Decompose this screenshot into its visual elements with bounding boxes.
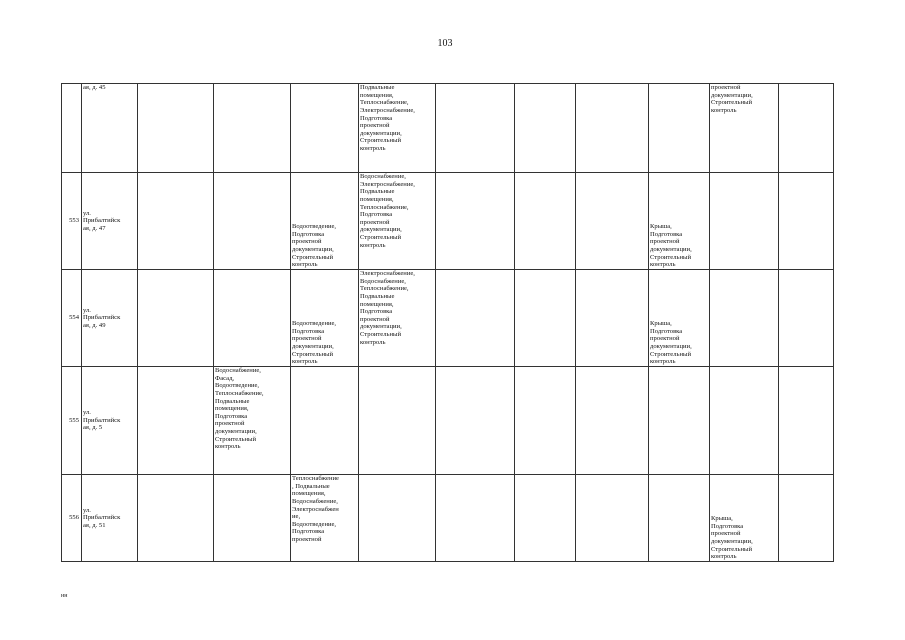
cell-text-line: Водоснабжение, xyxy=(360,277,406,285)
row-number-cell xyxy=(62,84,82,173)
cell-text-line: документации, xyxy=(292,246,334,254)
work-cell xyxy=(436,475,515,562)
cell-text-line: Теплоснабжение, xyxy=(215,389,264,397)
cell-text-line: помещения, xyxy=(360,195,394,203)
work-cell xyxy=(138,367,214,475)
work-cell xyxy=(576,270,649,367)
row-number-cell: 555 xyxy=(62,367,82,475)
cell-text-line: Подвальные xyxy=(360,84,395,91)
cell-text-line: контроль xyxy=(650,358,676,366)
cell-text-line: Подготовка xyxy=(292,327,325,335)
cell-text-line: ул. xyxy=(83,409,91,417)
cell-text-line: Теплоснабжение, xyxy=(360,285,409,293)
cell-text-line: Подготовка xyxy=(292,230,325,238)
cell-text-line: Прибалтийск xyxy=(83,514,121,522)
work-cell xyxy=(710,475,779,562)
cell-text-line: проектной xyxy=(292,238,322,246)
work-cell xyxy=(710,173,779,270)
work-cell xyxy=(515,270,576,367)
work-cell xyxy=(515,173,576,270)
cell-text-line: Теплоснабжение xyxy=(292,475,339,482)
work-cell xyxy=(779,84,834,173)
cell-text-line: Водоснабжение, xyxy=(292,497,338,505)
cell-text-line: Электроснабжение, xyxy=(360,180,415,188)
work-cell xyxy=(291,84,359,173)
cell-text-line: Строительный xyxy=(292,350,333,358)
cell-text-line: Строительный xyxy=(360,137,401,145)
cell-text-line: Прибалтийск xyxy=(83,314,121,322)
cell-text-line: Подготовка xyxy=(360,211,393,219)
cell-text-line: документации, xyxy=(292,343,334,351)
work-cell xyxy=(214,367,291,475)
cell-text-line: контроль xyxy=(711,553,737,561)
cell-text-line: Строительный xyxy=(360,331,401,339)
address-cell xyxy=(82,475,138,562)
address-cell xyxy=(82,84,138,173)
cell-text-line: Подготовка xyxy=(711,522,744,530)
work-cell xyxy=(649,367,710,475)
cell-text-line: Подвальные xyxy=(360,188,395,196)
cell-text-line: проектной xyxy=(360,122,390,130)
work-cell xyxy=(515,367,576,475)
cell-text-line: документации, xyxy=(215,428,257,436)
cell-text-line: Подготовка xyxy=(292,528,325,536)
address-cell xyxy=(82,270,138,367)
cell-text-line: Строительный xyxy=(650,253,691,261)
cell-text-line: ие, xyxy=(292,513,301,521)
cell-text-line: Крыша, xyxy=(650,320,672,328)
cell-text-line: ая, д. 49 xyxy=(83,321,106,329)
work-cell xyxy=(436,173,515,270)
cell-text-line: помещения, xyxy=(215,405,249,413)
table-row xyxy=(62,270,834,367)
cell-text-line: Водоснабжение, xyxy=(215,367,261,374)
footer-mark: нн xyxy=(61,593,68,599)
work-cell xyxy=(138,84,214,173)
work-cell xyxy=(291,475,359,562)
cell-text-line: контроль xyxy=(711,106,737,114)
cell-text-line: Строительный xyxy=(650,350,691,358)
work-cell xyxy=(515,84,576,173)
cell-text-line: Прибалтийск xyxy=(83,217,121,225)
work-cell xyxy=(649,475,710,562)
cell-text-line: Крыша, xyxy=(711,515,733,523)
cell-text-line: Строительный xyxy=(711,545,752,553)
cell-text-line: проектной xyxy=(292,536,322,544)
work-cell xyxy=(576,475,649,562)
work-cell xyxy=(291,173,359,270)
work-cell xyxy=(138,270,214,367)
cell-text-line: Строительный xyxy=(215,435,256,443)
cell-text-line: ул. xyxy=(83,209,91,217)
work-cell xyxy=(359,84,436,173)
cell-text-line: документации, xyxy=(650,343,692,351)
work-cell xyxy=(710,367,779,475)
cell-text-line: Фасад, xyxy=(215,374,235,382)
cell-text-line: документации, xyxy=(360,323,402,331)
cell-text-line: контроль xyxy=(215,443,241,451)
cell-text-line: Строительный xyxy=(292,253,333,261)
cell-text-line: , Подвальные xyxy=(292,482,330,490)
work-cell xyxy=(779,173,834,270)
cell-text-line: помещения, xyxy=(292,490,326,498)
cell-text-line: контроль xyxy=(650,261,676,269)
cell-text-line: проектной xyxy=(711,84,741,91)
cell-text-line: помещения, xyxy=(360,91,394,99)
cell-text-line: Водоснабжение, xyxy=(360,173,406,180)
cell-text-line: Подготовка xyxy=(360,114,393,122)
cell-text-line: контроль xyxy=(292,261,318,269)
cell-text-line: контроль xyxy=(360,145,386,153)
cell-text-line: контроль xyxy=(360,338,386,346)
cell-text-line: Электроснабжен xyxy=(292,505,339,513)
cell-text-line: Подготовка xyxy=(360,308,393,316)
cell-text-line: Водоотведение, xyxy=(292,520,337,528)
work-cell xyxy=(214,270,291,367)
work-cell xyxy=(359,475,436,562)
work-cell xyxy=(291,367,359,475)
cell-text-line: Теплоснабжение, xyxy=(360,99,409,107)
page-number: 103 xyxy=(437,38,453,49)
row-number-cell: 554 xyxy=(62,270,82,367)
work-cell xyxy=(710,270,779,367)
work-cell xyxy=(359,270,436,367)
work-cell xyxy=(436,84,515,173)
table-row xyxy=(62,367,834,475)
cell-text-line: Подготовка xyxy=(650,230,683,238)
work-cell xyxy=(779,367,834,475)
cell-text-line: ая, д. 47 xyxy=(83,224,106,232)
work-cell xyxy=(576,84,649,173)
work-cell xyxy=(649,84,710,173)
cell-text-line: Водоотведение, xyxy=(292,320,337,328)
work-cell xyxy=(649,270,710,367)
cell-text-line: ул. xyxy=(83,306,91,314)
work-cell xyxy=(359,173,436,270)
work-cell xyxy=(214,475,291,562)
cell-text-line: документации, xyxy=(650,246,692,254)
cell-text-line: ая, д. 51 xyxy=(83,521,106,529)
work-cell xyxy=(291,270,359,367)
cell-text-line: Водоотведение, xyxy=(292,223,337,231)
work-cell xyxy=(138,173,214,270)
cell-text-line: Электроснабжение, xyxy=(360,106,415,114)
cell-text-line: проектной xyxy=(292,335,322,343)
repair-schedule-table xyxy=(61,83,834,562)
work-cell xyxy=(436,367,515,475)
cell-text-line: Подвальные xyxy=(215,397,250,405)
cell-text-line: Строительный xyxy=(711,99,752,107)
cell-text-line: проектной xyxy=(711,530,741,538)
cell-text-line: документации, xyxy=(711,91,753,99)
cell-text-line: документации, xyxy=(360,129,402,137)
work-cell xyxy=(138,475,214,562)
cell-text-line: Строительный xyxy=(360,234,401,242)
row-number-cell: 553 xyxy=(62,173,82,270)
cell-text-line: ая, д. 45 xyxy=(83,84,106,91)
cell-text-line: Теплоснабжение, xyxy=(360,203,409,211)
work-cell xyxy=(779,270,834,367)
cell-text-line: Крыша, xyxy=(650,223,672,231)
address-cell xyxy=(82,367,138,475)
work-cell xyxy=(359,367,436,475)
address-cell xyxy=(82,173,138,270)
work-cell xyxy=(576,367,649,475)
cell-text-line: документации, xyxy=(360,226,402,234)
cell-text-line: проектной xyxy=(650,238,680,246)
work-cell xyxy=(710,84,779,173)
cell-text-line: проектной xyxy=(360,315,390,323)
work-cell xyxy=(576,173,649,270)
cell-text-line: помещения, xyxy=(360,300,394,308)
table-row xyxy=(62,173,834,270)
cell-text-line: проектной xyxy=(215,420,245,428)
cell-text-line: документации, xyxy=(711,538,753,546)
cell-text-line: ая, д. 5 xyxy=(83,424,103,432)
work-cell xyxy=(515,475,576,562)
cell-text-line: Подготовка xyxy=(215,412,248,420)
cell-text-line: проектной xyxy=(360,218,390,226)
row-number-cell: 556 xyxy=(62,475,82,562)
work-cell xyxy=(779,475,834,562)
work-cell xyxy=(436,270,515,367)
cell-text-line: Подвальные xyxy=(360,292,395,300)
cell-text-line: ул. xyxy=(83,506,91,514)
work-cell xyxy=(214,84,291,173)
table-row xyxy=(62,84,834,173)
work-cell xyxy=(214,173,291,270)
cell-text-line: Электроснабжение, xyxy=(360,270,415,277)
cell-text-line: проектной xyxy=(650,335,680,343)
cell-text-line: контроль xyxy=(292,358,318,366)
cell-text-line: контроль xyxy=(360,241,386,249)
cell-text-line: Подготовка xyxy=(650,327,683,335)
cell-text-line: Прибалтийск xyxy=(83,416,121,424)
cell-text-line: Водоотведение, xyxy=(215,382,260,390)
table-row xyxy=(62,475,834,562)
work-cell xyxy=(649,173,710,270)
